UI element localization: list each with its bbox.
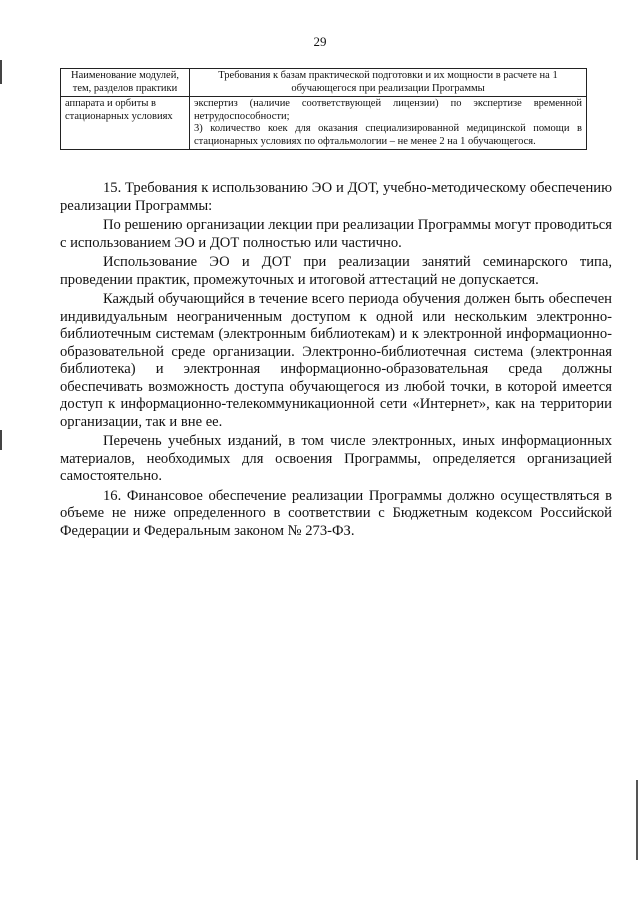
paragraph: По решению организации лекции при реализации Программы могут проводиться с использованием ЭО и ДОТ полностью или частично. [60, 217, 612, 251]
document-body [60, 180, 612, 542]
requirements-table [60, 68, 587, 150]
scan-edge-mark [0, 60, 2, 84]
paragraph: Перечень учебных изданий, в том числе электронных, иных информационных материалов, необходимых для освоения Программы, определяется организацией самостоятельно. [60, 433, 612, 484]
requirement-line: экспертиз (наличие соответствующей лицензии) по экспертизе временной нетрудоспособности; [194, 98, 582, 122]
page-number: 29 [313, 34, 327, 49]
paragraph-section-15: 15. Требования к использованию ЭО и ДОТ, учебно-методическому обеспечению реализации Программы: [60, 180, 612, 214]
requirement-line: 3) количество коек для оказания специализированной медицинской помощи в стационарных условиях по офтальмологии – не менее 2 на 1 обучающегося. [194, 123, 582, 147]
table-cell-requirements [190, 97, 587, 150]
scan-edge-mark [0, 430, 2, 450]
table-header-row [61, 69, 587, 97]
table-row [61, 97, 587, 150]
paragraph: Использование ЭО и ДОТ при реализации занятий семинарского типа, проведении практик, промежуточных и итоговой аттестаций не допускается. [60, 254, 612, 288]
paragraph-section-16: 16. Финансовое обеспечение реализации Программы должно осуществляться в объеме не ниже определенного в соответствии с Бюджетным кодексом Российской Федерации и Федеральным законом № 273-ФЗ. [60, 487, 612, 539]
table-cell-module: аппарата и орбиты в стационарных условиях [61, 97, 190, 150]
scan-edge-mark [636, 780, 638, 860]
table-header-requirements: Требования к базам практической подготовки и их мощности в расчете на 1 обучающегося при реализации Программы [190, 69, 587, 97]
table-header-modules: Наименование модулей, тем, разделов практики [61, 69, 190, 97]
paragraph: Каждый обучающийся в течение всего периода обучения должен быть обеспечен индивидуальным неограниченным доступом к одной или нескольким электронно-библиотечным системам (электронным библиотекам) и к электронной информационно-образовательной среде организации. Электронно-библиотечная система (электронная библиотека) и электронная информационно-образовательная среда должны обеспечивать возможность доступа обучающегося из любой точки, в которой имеется доступ к информационно-телекоммуникационной сети «Интернет», как на территории организации, так и вне ее. [60, 291, 612, 430]
